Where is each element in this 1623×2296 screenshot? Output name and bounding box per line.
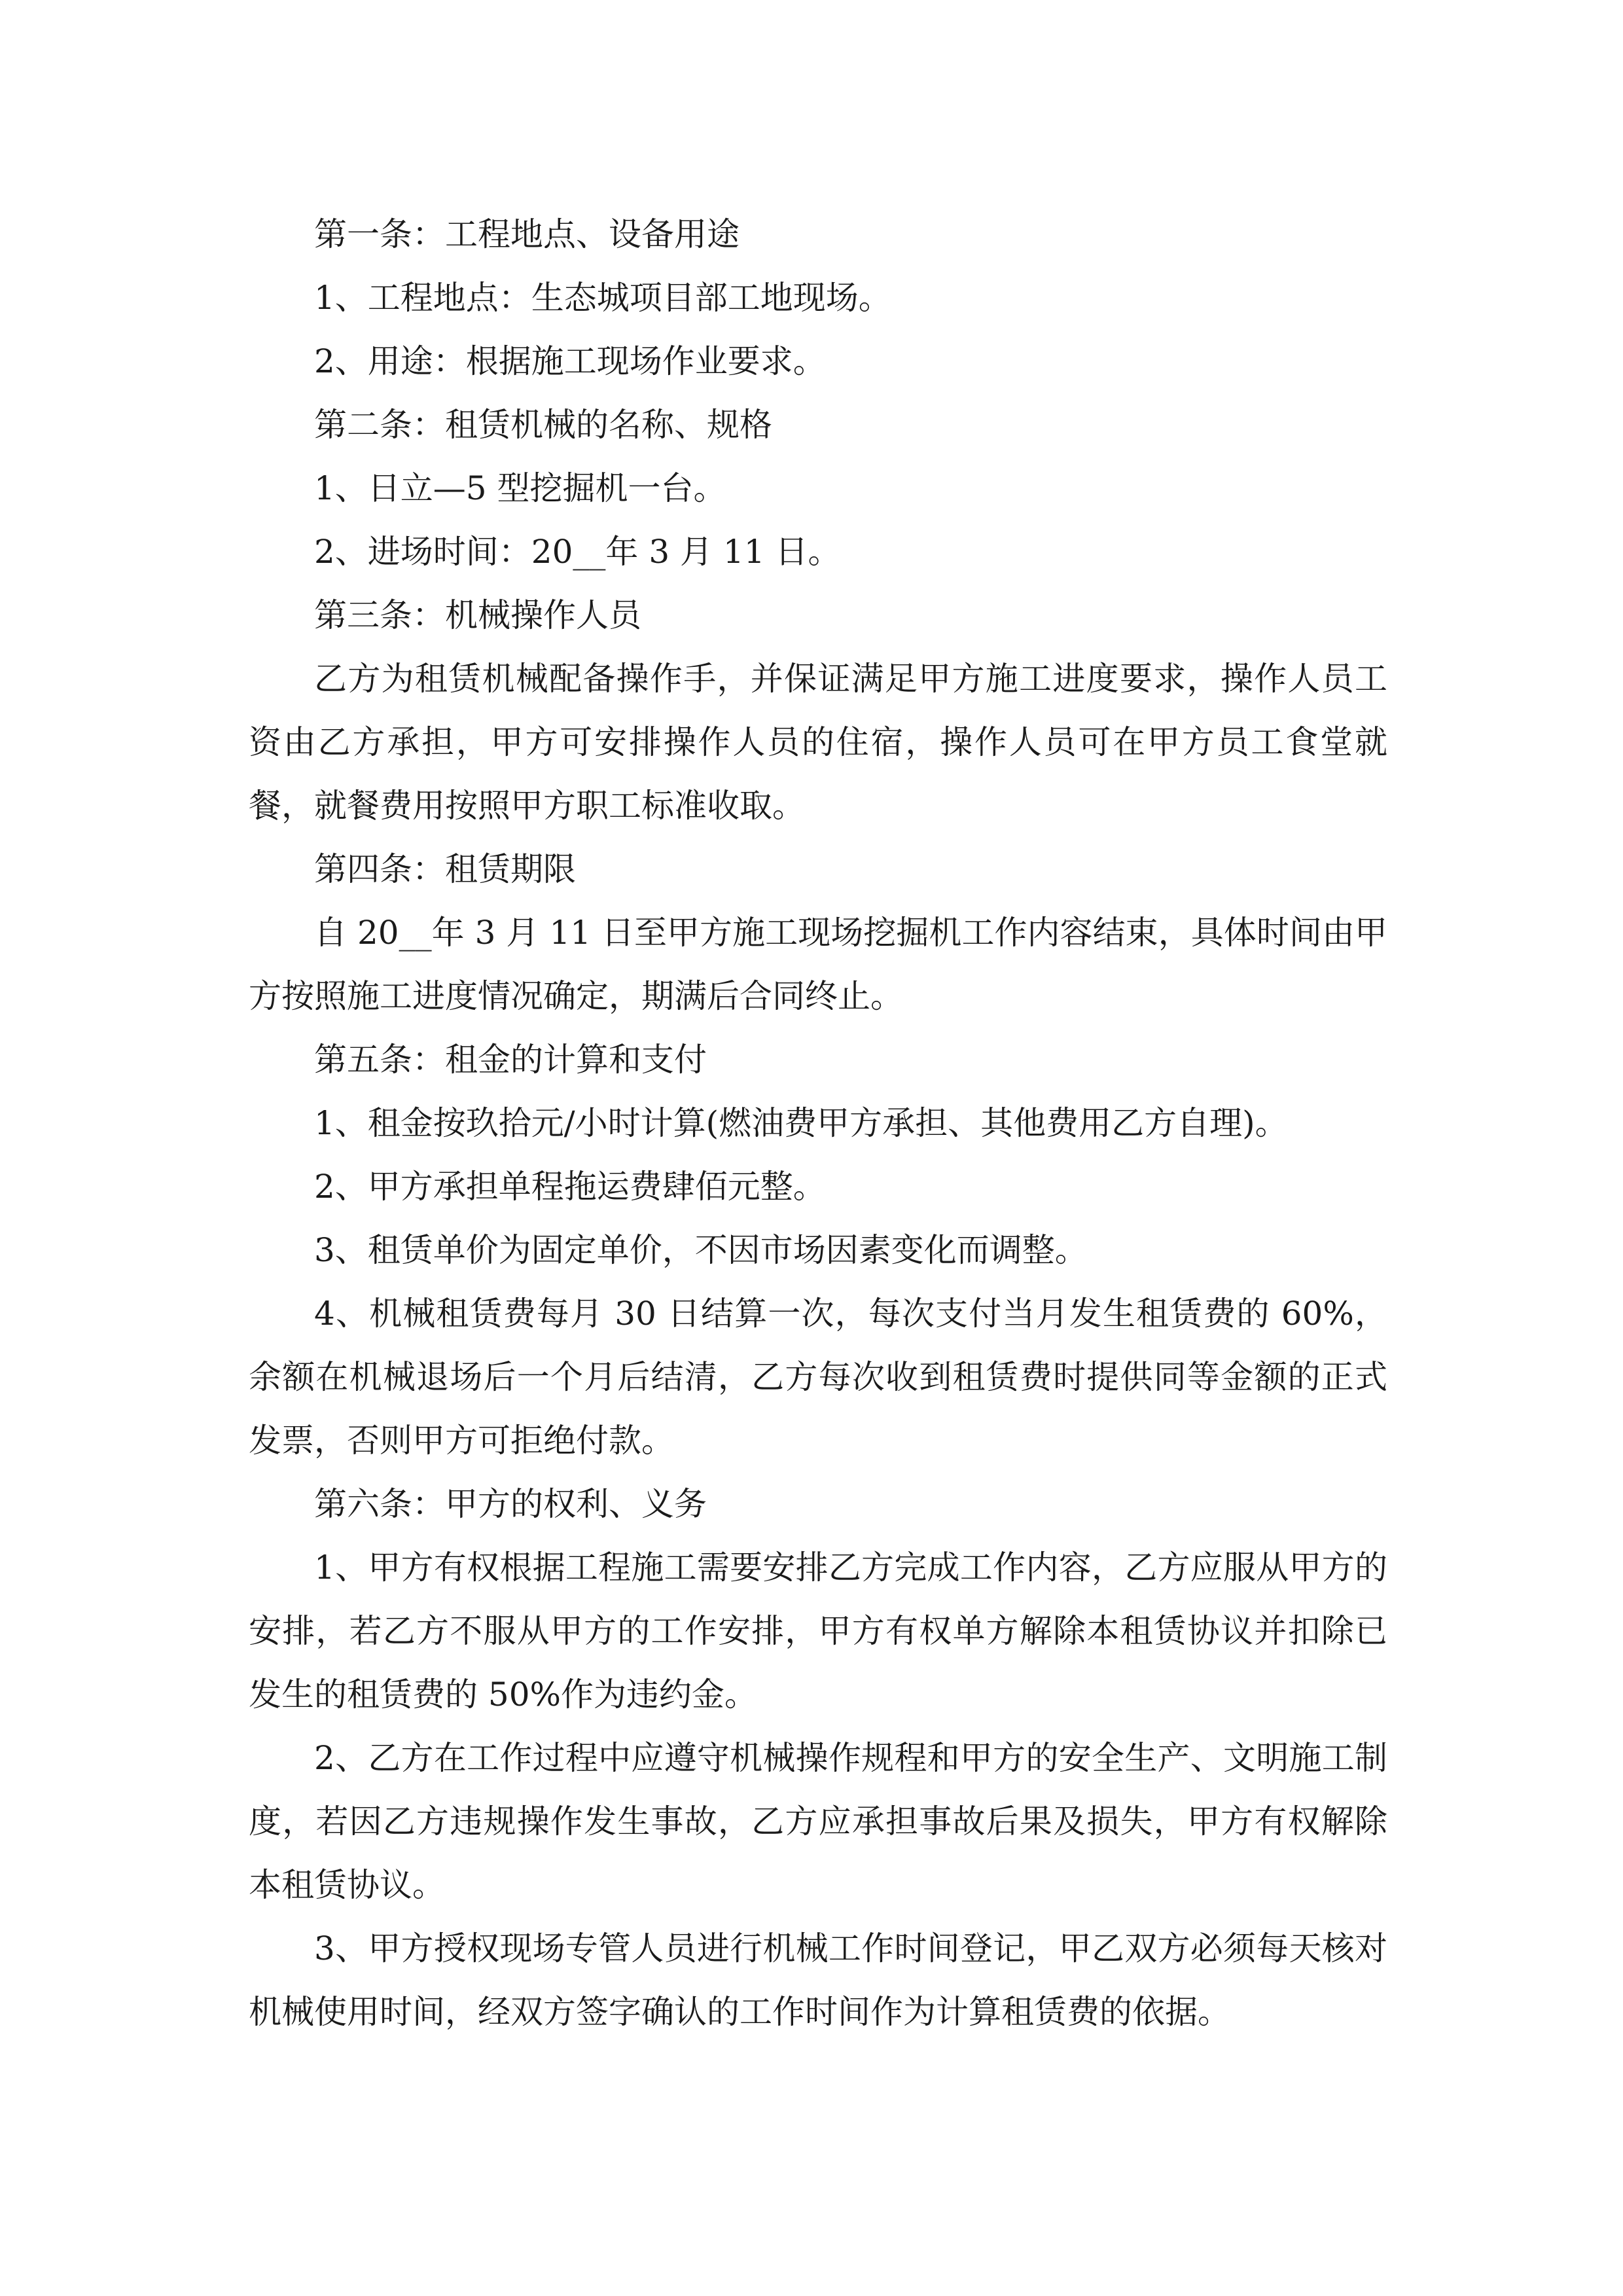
clause-6-1: 1、甲方有权根据工程施工需要安排乙方完成工作内容，乙方应服从甲方的安排，若乙方不服从甲方的工作安排，甲方有权单方解除本租赁协议并扣除已发生的租赁费的 50%作为违约金。	[249, 1549, 1387, 1713]
article-4-heading: 第四条：租赁期限	[314, 850, 576, 888]
clause-5-4: 4、机械租赁费每月 30 日结算一次，每次支付当月发生租赁费的 60%，余额在机械退场后一个月后结清，乙方每次收到租赁费时提供同等金额的正式发票，否则甲方可拒绝付款。	[249, 1295, 1387, 1460]
clause-2-1: 1、日立—5 型挖掘机一台。	[314, 469, 726, 507]
article-5-heading: 第五条：租金的计算和支付	[314, 1041, 707, 1079]
clause-5-3: 3、租赁单价为固定单价，不因市场因素变化而调整。	[314, 1231, 1088, 1269]
clause-5-2: 2、甲方承担单程拖运费肆佰元整。	[314, 1168, 826, 1206]
clause-5-1: 1、租金按玖拾元/小时计算(燃油费甲方承担、其他费用乙方自理)。	[314, 1104, 1288, 1142]
document-body	[249, 203, 1387, 2044]
article-6-heading: 第六条：甲方的权利、义务	[314, 1485, 707, 1523]
clause-6-3: 3、甲方授权现场专管人员进行机械工作时间登记，甲乙双方必须每天核对机械使用时间，经双方签字确认的工作时间作为计算租赁费的依据。	[249, 1929, 1387, 2031]
clause-1-1: 1、工程地点：生态城项目部工地现场。	[314, 279, 891, 317]
article-1-heading: 第一条：工程地点、设备用途	[314, 215, 740, 253]
clause-1-2: 2、用途：根据施工现场作业要求。	[314, 342, 826, 380]
article-3-body: 乙方为租赁机械配备操作手，并保证满足甲方施工进度要求，操作人员工资由乙方承担，甲方可安排操作人员的住宿，操作人员可在甲方员工食堂就餐，就餐费用按照甲方职工标准收取。	[249, 660, 1387, 825]
article-4-body: 自 20__年 3 月 11 日至甲方施工现场挖掘机工作内容结束，具体时间由甲方按照施工进度情况确定，期满后合同终止。	[249, 914, 1387, 1015]
article-3-heading: 第三条：机械操作人员	[314, 596, 641, 634]
article-2-heading: 第二条：租赁机械的名称、规格	[314, 406, 772, 444]
clause-2-2: 2、进场时间：20__年 3 月 11 日。	[314, 533, 841, 571]
clause-6-2: 2、乙方在工作过程中应遵守机械操作规程和甲方的安全生产、文明施工制度，若因乙方违规操作发生事故，乙方应承担事故后果及损失，甲方有权解除本租赁协议。	[249, 1739, 1387, 1904]
